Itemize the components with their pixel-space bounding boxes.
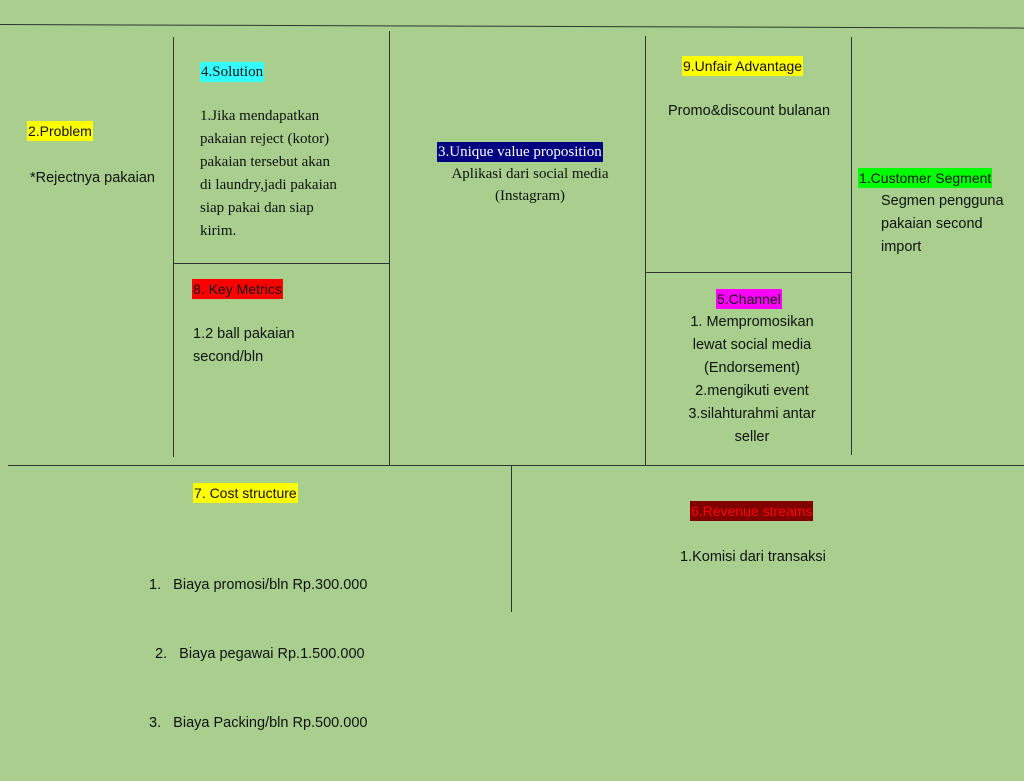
- uvp-text: [410, 163, 650, 207]
- top-border-line: [0, 24, 1024, 29]
- channel-line: seller: [734, 429, 770, 445]
- solution-line: kirim.: [200, 223, 237, 239]
- channel-line: 2.mengikuti event: [695, 383, 809, 399]
- unfair-advantage-title: 9.Unfair Advantage: [683, 58, 803, 74]
- solution-line: di laundry,jadi pakaian: [200, 177, 337, 193]
- cost-item: 2. Biaya pegawai Rp.1.500.000: [155, 646, 365, 662]
- customer-segment-line: Segmen pengguna: [881, 193, 1004, 209]
- uvp-title: 3.Unique value proposition: [438, 144, 602, 160]
- key-metrics-text: [193, 323, 295, 369]
- cost-structure-title: 7. Cost structure: [194, 485, 297, 501]
- key-metrics-title: 8. Key Metrics: [193, 281, 282, 297]
- key-metrics-line: second/bln: [193, 349, 264, 365]
- problem-title: 2.Problem: [28, 123, 92, 139]
- cost-item: 3. Biaya Packing/bln Rp.500.000: [149, 715, 368, 731]
- problem-text: *Rejectnya pakaian: [30, 170, 155, 186]
- divider-solution-metrics: [174, 263, 390, 264]
- divider-cost-revenue: [511, 466, 512, 612]
- solution-title: 4.Solution: [201, 64, 264, 80]
- customer-segment-title: 1.Customer Segment: [859, 170, 992, 186]
- divider-problem-solution: [173, 37, 174, 457]
- solution-line: 1.Jika mendapatkan: [200, 108, 320, 124]
- key-metrics-line: 1.2 ball pakaian: [193, 326, 295, 342]
- channel-title: 5.Channel: [717, 291, 781, 307]
- revenue-streams-title: 6.Revenue streams: [691, 503, 813, 519]
- divider-top-bottom: [8, 465, 1024, 466]
- customer-segment-line: pakaian second: [881, 216, 983, 232]
- channel-line: (Endorsement): [704, 360, 800, 376]
- customer-segment-text: [881, 190, 1004, 259]
- uvp-line: (Instagram): [495, 188, 565, 204]
- divider-unfair-channel: [646, 272, 852, 273]
- customer-segment-line: import: [881, 239, 922, 255]
- revenue-streams-text: 1.Komisi dari transaksi: [680, 549, 826, 565]
- channel-line: 1. Mempromosikan: [690, 314, 814, 330]
- uvp-line: Aplikasi dari social media: [451, 166, 609, 182]
- cost-item: 1. Biaya promosi/bln Rp.300.000: [149, 577, 368, 593]
- channel-line: lewat social media: [692, 337, 812, 353]
- unfair-advantage-text: Promo&discount bulanan: [667, 103, 831, 119]
- solution-line: pakaian tersebut akan: [200, 154, 330, 170]
- cost-structure-list: [149, 528, 367, 781]
- solution-line: siap pakai dan siap: [200, 200, 314, 216]
- solution-line: pakaian reject (kotor): [200, 131, 330, 147]
- channel-text: [646, 311, 858, 449]
- channel-line: 3.silahturahmi antar: [688, 406, 816, 422]
- solution-text: [200, 105, 337, 243]
- divider-solution-uvp: [389, 31, 390, 465]
